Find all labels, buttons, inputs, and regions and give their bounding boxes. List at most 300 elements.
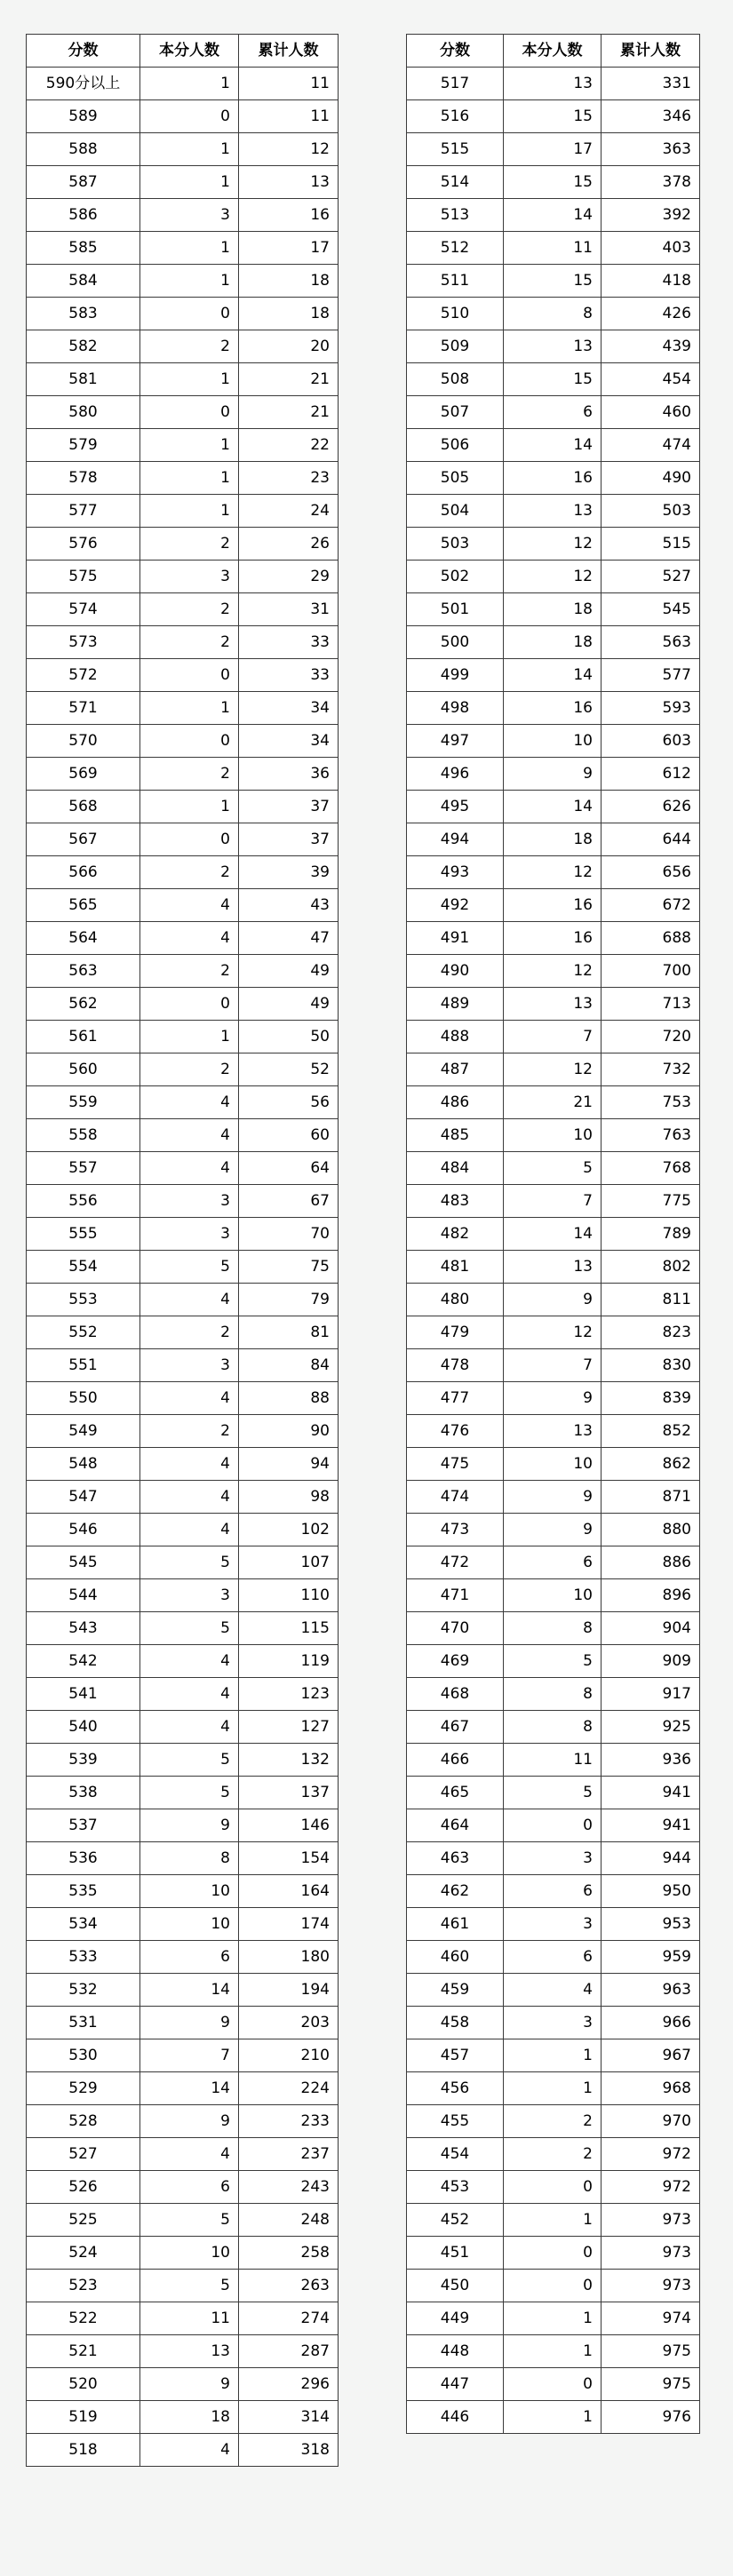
cumulative-cell: 959: [602, 1941, 700, 1974]
count-cell: 0: [504, 2368, 602, 2401]
cumulative-cell: 474: [602, 429, 700, 462]
count-cell: 15: [504, 100, 602, 133]
cumulative-cell: 39: [239, 856, 339, 889]
cumulative-cell: 29: [239, 561, 339, 593]
table-row: [27, 1546, 339, 1579]
table-row: [27, 2434, 339, 2467]
cumulative-cell: 50: [239, 1021, 339, 1053]
table-row: [407, 561, 700, 593]
count-cell: 0: [140, 298, 239, 330]
count-cell: 9: [504, 1382, 602, 1415]
header-score: 分数: [27, 35, 140, 68]
count-cell: 12: [504, 528, 602, 561]
cumulative-cell: 37: [239, 823, 339, 856]
count-cell: 2: [504, 2138, 602, 2171]
table-row: [407, 2007, 700, 2039]
count-cell: 4: [140, 1678, 239, 1711]
cumulative-cell: 123: [239, 1678, 339, 1711]
count-cell: 1: [140, 429, 239, 462]
count-cell: 3: [140, 199, 239, 232]
table-row: [407, 2171, 700, 2204]
score-cell: 462: [407, 1875, 504, 1908]
cumulative-cell: 775: [602, 1185, 700, 1218]
score-cell: 549: [27, 1415, 140, 1448]
table-row: [407, 298, 700, 330]
table-row: [27, 561, 339, 593]
score-cell: 537: [27, 1809, 140, 1842]
score-cell: 478: [407, 1349, 504, 1382]
count-cell: 15: [504, 363, 602, 396]
cumulative-cell: 81: [239, 1316, 339, 1349]
table-row: [407, 396, 700, 429]
table-row: [27, 265, 339, 298]
score-cell: 568: [27, 791, 140, 823]
cumulative-cell: 545: [602, 593, 700, 626]
table-row: [407, 2138, 700, 2171]
cumulative-cell: 426: [602, 298, 700, 330]
count-cell: 0: [140, 100, 239, 133]
count-cell: 10: [140, 2237, 239, 2270]
cumulative-cell: 439: [602, 330, 700, 363]
cumulative-cell: 17: [239, 232, 339, 265]
cumulative-cell: 37: [239, 791, 339, 823]
score-cell: 520: [27, 2368, 140, 2401]
cumulative-cell: 102: [239, 1514, 339, 1546]
table-row: [27, 1842, 339, 1875]
cumulative-cell: 164: [239, 1875, 339, 1908]
score-cell: 558: [27, 1119, 140, 1152]
count-cell: 17: [504, 133, 602, 166]
cumulative-cell: 378: [602, 166, 700, 199]
cumulative-cell: 318: [239, 2434, 339, 2467]
cumulative-cell: 973: [602, 2237, 700, 2270]
count-cell: 8: [504, 1612, 602, 1645]
count-cell: 9: [504, 1481, 602, 1514]
count-cell: 2: [140, 1053, 239, 1086]
count-cell: 0: [504, 2270, 602, 2302]
count-cell: 0: [504, 1809, 602, 1842]
cumulative-cell: 490: [602, 462, 700, 495]
score-cell: 514: [407, 166, 504, 199]
cumulative-cell: 966: [602, 2007, 700, 2039]
count-cell: 2: [504, 2105, 602, 2138]
cumulative-cell: 18: [239, 298, 339, 330]
score-cell: 547: [27, 1481, 140, 1514]
table-row: [407, 988, 700, 1021]
score-cell: 496: [407, 758, 504, 791]
table-row: [27, 166, 339, 199]
score-cell: 446: [407, 2401, 504, 2434]
cumulative-cell: 713: [602, 988, 700, 1021]
cumulative-cell: 12: [239, 133, 339, 166]
score-cell: 575: [27, 561, 140, 593]
count-cell: 14: [504, 1218, 602, 1251]
count-cell: 1: [504, 2401, 602, 2434]
count-cell: 5: [504, 1645, 602, 1678]
header-cumulative: 累计人数: [239, 35, 339, 68]
score-cell: 588: [27, 133, 140, 166]
count-cell: 16: [504, 889, 602, 922]
table-row: [407, 1875, 700, 1908]
table-row: [407, 1218, 700, 1251]
count-cell: 0: [140, 823, 239, 856]
score-cell: 503: [407, 528, 504, 561]
table-row: [407, 626, 700, 659]
cumulative-cell: 753: [602, 1086, 700, 1119]
table-row: [27, 758, 339, 791]
count-cell: 13: [504, 988, 602, 1021]
score-cell: 519: [27, 2401, 140, 2434]
table-row: [27, 1349, 339, 1382]
count-cell: 12: [504, 1053, 602, 1086]
cumulative-cell: 49: [239, 988, 339, 1021]
cumulative-cell: 26: [239, 528, 339, 561]
table-row: [407, 1021, 700, 1053]
table-row: [407, 462, 700, 495]
count-cell: 10: [140, 1908, 239, 1941]
cumulative-cell: 31: [239, 593, 339, 626]
count-cell: 8: [504, 298, 602, 330]
score-cell: 508: [407, 363, 504, 396]
cumulative-cell: 119: [239, 1645, 339, 1678]
score-cell: 509: [407, 330, 504, 363]
count-cell: 2: [140, 593, 239, 626]
cumulative-cell: 60: [239, 1119, 339, 1152]
score-cell: 460: [407, 1941, 504, 1974]
cumulative-cell: 363: [602, 133, 700, 166]
score-cell: 559: [27, 1086, 140, 1119]
count-cell: 0: [140, 659, 239, 692]
table-row: [27, 2270, 339, 2302]
cumulative-cell: 314: [239, 2401, 339, 2434]
table-row: [407, 1448, 700, 1481]
score-cell: 481: [407, 1251, 504, 1284]
count-cell: 4: [140, 1448, 239, 1481]
cumulative-cell: 11: [239, 100, 339, 133]
table-row: [27, 1185, 339, 1218]
score-cell: 540: [27, 1711, 140, 1744]
cumulative-cell: 20: [239, 330, 339, 363]
table-row: [407, 1941, 700, 1974]
count-cell: 0: [140, 396, 239, 429]
cumulative-cell: 515: [602, 528, 700, 561]
score-cell: 582: [27, 330, 140, 363]
count-cell: 10: [140, 1875, 239, 1908]
cumulative-cell: 224: [239, 2072, 339, 2105]
cumulative-cell: 973: [602, 2204, 700, 2237]
count-cell: 9: [504, 1284, 602, 1316]
score-cell: 485: [407, 1119, 504, 1152]
cumulative-cell: 941: [602, 1809, 700, 1842]
count-cell: 3: [140, 1579, 239, 1612]
table-row: [407, 1842, 700, 1875]
cumulative-cell: 732: [602, 1053, 700, 1086]
cumulative-cell: 174: [239, 1908, 339, 1941]
table-row: [27, 1382, 339, 1415]
count-cell: 2: [140, 856, 239, 889]
cumulative-cell: 968: [602, 2072, 700, 2105]
cumulative-cell: 90: [239, 1415, 339, 1448]
table-row: [407, 2105, 700, 2138]
score-cell: 587: [27, 166, 140, 199]
count-cell: 1: [140, 1021, 239, 1053]
cumulative-cell: 612: [602, 758, 700, 791]
cumulative-cell: 563: [602, 626, 700, 659]
count-cell: 4: [140, 1481, 239, 1514]
table-row: [407, 68, 700, 100]
score-cell: 523: [27, 2270, 140, 2302]
score-cell: 580: [27, 396, 140, 429]
table-row: [27, 232, 339, 265]
table-row: [407, 2039, 700, 2072]
count-cell: 3: [140, 1185, 239, 1218]
cumulative-cell: 967: [602, 2039, 700, 2072]
table-row: [407, 1086, 700, 1119]
count-cell: 14: [504, 199, 602, 232]
table-row: [27, 856, 339, 889]
table-row: [27, 1481, 339, 1514]
count-cell: 4: [140, 1284, 239, 1316]
count-cell: 3: [504, 2007, 602, 2039]
count-cell: 7: [504, 1185, 602, 1218]
count-cell: 5: [140, 1251, 239, 1284]
score-cell: 586: [27, 199, 140, 232]
table-row: [27, 133, 339, 166]
score-cell: 527: [27, 2138, 140, 2171]
cumulative-cell: 13: [239, 166, 339, 199]
score-cell: 497: [407, 725, 504, 758]
cumulative-cell: 862: [602, 1448, 700, 1481]
table-row: [407, 593, 700, 626]
count-cell: 11: [504, 232, 602, 265]
score-cell: 448: [407, 2335, 504, 2368]
table-row: [27, 2302, 339, 2335]
count-cell: 13: [504, 68, 602, 100]
count-cell: 2: [140, 1316, 239, 1349]
count-cell: 5: [140, 1777, 239, 1809]
count-cell: 6: [504, 1875, 602, 1908]
count-cell: 4: [140, 2138, 239, 2171]
count-cell: 3: [140, 561, 239, 593]
score-cell: 469: [407, 1645, 504, 1678]
count-cell: 5: [140, 1546, 239, 1579]
score-cell: 571: [27, 692, 140, 725]
table-row: [27, 1284, 339, 1316]
count-cell: 11: [504, 1744, 602, 1777]
count-cell: 4: [140, 889, 239, 922]
score-cell: 504: [407, 495, 504, 528]
table-row: [27, 1908, 339, 1941]
table-row: [407, 528, 700, 561]
cumulative-cell: 180: [239, 1941, 339, 1974]
score-cell: 577: [27, 495, 140, 528]
table-row: [27, 1119, 339, 1152]
table-row: [27, 68, 339, 100]
count-cell: 5: [140, 2270, 239, 2302]
score-cell: 561: [27, 1021, 140, 1053]
table-row: [27, 1053, 339, 1086]
table-row: [27, 2237, 339, 2270]
count-cell: 4: [140, 1711, 239, 1744]
cumulative-cell: 203: [239, 2007, 339, 2039]
header-count: 本分人数: [140, 35, 239, 68]
score-cell: 453: [407, 2171, 504, 2204]
count-cell: 10: [504, 1119, 602, 1152]
table-row: [27, 396, 339, 429]
table-row: [407, 1284, 700, 1316]
table-row: [407, 199, 700, 232]
cumulative-cell: 925: [602, 1711, 700, 1744]
count-cell: 1: [140, 166, 239, 199]
score-cell: 499: [407, 659, 504, 692]
cumulative-cell: 346: [602, 100, 700, 133]
score-cell: 450: [407, 2270, 504, 2302]
cumulative-cell: 963: [602, 1974, 700, 2007]
cumulative-cell: 127: [239, 1711, 339, 1744]
count-cell: 13: [140, 2335, 239, 2368]
count-cell: 4: [140, 1086, 239, 1119]
score-cell: 456: [407, 2072, 504, 2105]
count-cell: 5: [140, 2204, 239, 2237]
score-cell: 578: [27, 462, 140, 495]
table-row: [407, 1678, 700, 1711]
score-cell: 477: [407, 1382, 504, 1415]
cumulative-cell: 70: [239, 1218, 339, 1251]
count-cell: 6: [504, 1546, 602, 1579]
count-cell: 4: [504, 1974, 602, 2007]
count-cell: 4: [140, 1119, 239, 1152]
count-cell: 13: [504, 1415, 602, 1448]
cumulative-cell: 67: [239, 1185, 339, 1218]
count-cell: 9: [140, 1809, 239, 1842]
table-row: [407, 1481, 700, 1514]
cumulative-cell: 976: [602, 2401, 700, 2434]
cumulative-cell: 626: [602, 791, 700, 823]
cumulative-cell: 852: [602, 1415, 700, 1448]
table-row: [27, 363, 339, 396]
cumulative-cell: 975: [602, 2335, 700, 2368]
cumulative-cell: 823: [602, 1316, 700, 1349]
score-cell: 467: [407, 1711, 504, 1744]
score-cell: 484: [407, 1152, 504, 1185]
count-cell: 13: [504, 1251, 602, 1284]
score-cell: 479: [407, 1316, 504, 1349]
header-cumulative: 累计人数: [602, 35, 700, 68]
table-row: [407, 922, 700, 955]
cumulative-cell: 950: [602, 1875, 700, 1908]
table-row: [407, 955, 700, 988]
count-cell: 14: [504, 429, 602, 462]
header-count: 本分人数: [504, 35, 602, 68]
cumulative-cell: 802: [602, 1251, 700, 1284]
cumulative-cell: 880: [602, 1514, 700, 1546]
table-row: [407, 889, 700, 922]
cumulative-cell: 36: [239, 758, 339, 791]
table-row: [407, 1053, 700, 1086]
cumulative-cell: 21: [239, 363, 339, 396]
table-row: [27, 955, 339, 988]
table-row: [407, 1645, 700, 1678]
count-cell: 14: [504, 791, 602, 823]
table-row: [407, 1514, 700, 1546]
cumulative-cell: 871: [602, 1481, 700, 1514]
cumulative-cell: 64: [239, 1152, 339, 1185]
score-cell: 542: [27, 1645, 140, 1678]
cumulative-cell: 287: [239, 2335, 339, 2368]
table-row: [27, 298, 339, 330]
score-cell: 556: [27, 1185, 140, 1218]
count-cell: 7: [140, 2039, 239, 2072]
table-row: [27, 2401, 339, 2434]
score-cell: 533: [27, 1941, 140, 1974]
table-row: [407, 1185, 700, 1218]
count-cell: 2: [140, 955, 239, 988]
count-cell: 16: [504, 692, 602, 725]
score-cell: 494: [407, 823, 504, 856]
score-cell: 472: [407, 1546, 504, 1579]
score-cell: 522: [27, 2302, 140, 2335]
score-cell: 526: [27, 2171, 140, 2204]
score-cell: 525: [27, 2204, 140, 2237]
cumulative-cell: 503: [602, 495, 700, 528]
score-cell: 553: [27, 1284, 140, 1316]
cumulative-cell: 137: [239, 1777, 339, 1809]
score-cell: 495: [407, 791, 504, 823]
cumulative-cell: 21: [239, 396, 339, 429]
count-cell: 21: [504, 1086, 602, 1119]
score-cell: 539: [27, 1744, 140, 1777]
table-row: [27, 199, 339, 232]
cumulative-cell: 16: [239, 199, 339, 232]
table-row: [407, 429, 700, 462]
count-cell: 6: [140, 2171, 239, 2204]
count-cell: 4: [140, 922, 239, 955]
table-row: [27, 1251, 339, 1284]
table-row: [407, 1579, 700, 1612]
score-cell: 536: [27, 1842, 140, 1875]
table-row: [407, 100, 700, 133]
cumulative-cell: 11: [239, 68, 339, 100]
table-row: [27, 528, 339, 561]
table-row: [27, 1612, 339, 1645]
count-cell: 13: [504, 330, 602, 363]
cumulative-cell: 47: [239, 922, 339, 955]
score-cell: 570: [27, 725, 140, 758]
score-cell: 491: [407, 922, 504, 955]
cumulative-cell: 973: [602, 2270, 700, 2302]
score-cell: 543: [27, 1612, 140, 1645]
table-row: [407, 232, 700, 265]
table-row: [407, 330, 700, 363]
table-row: [27, 988, 339, 1021]
cumulative-cell: 88: [239, 1382, 339, 1415]
cumulative-cell: 22: [239, 429, 339, 462]
score-cell: 506: [407, 429, 504, 462]
score-cell: 521: [27, 2335, 140, 2368]
cumulative-cell: 720: [602, 1021, 700, 1053]
score-cell: 500: [407, 626, 504, 659]
count-cell: 6: [504, 1941, 602, 1974]
score-cell: 535: [27, 1875, 140, 1908]
count-cell: 18: [504, 823, 602, 856]
table-row: [27, 1678, 339, 1711]
count-cell: 3: [140, 1349, 239, 1382]
score-cell: 458: [407, 2007, 504, 2039]
table-row: [27, 692, 339, 725]
count-cell: 0: [504, 2171, 602, 2204]
score-cell: 548: [27, 1448, 140, 1481]
table-row: [407, 2302, 700, 2335]
